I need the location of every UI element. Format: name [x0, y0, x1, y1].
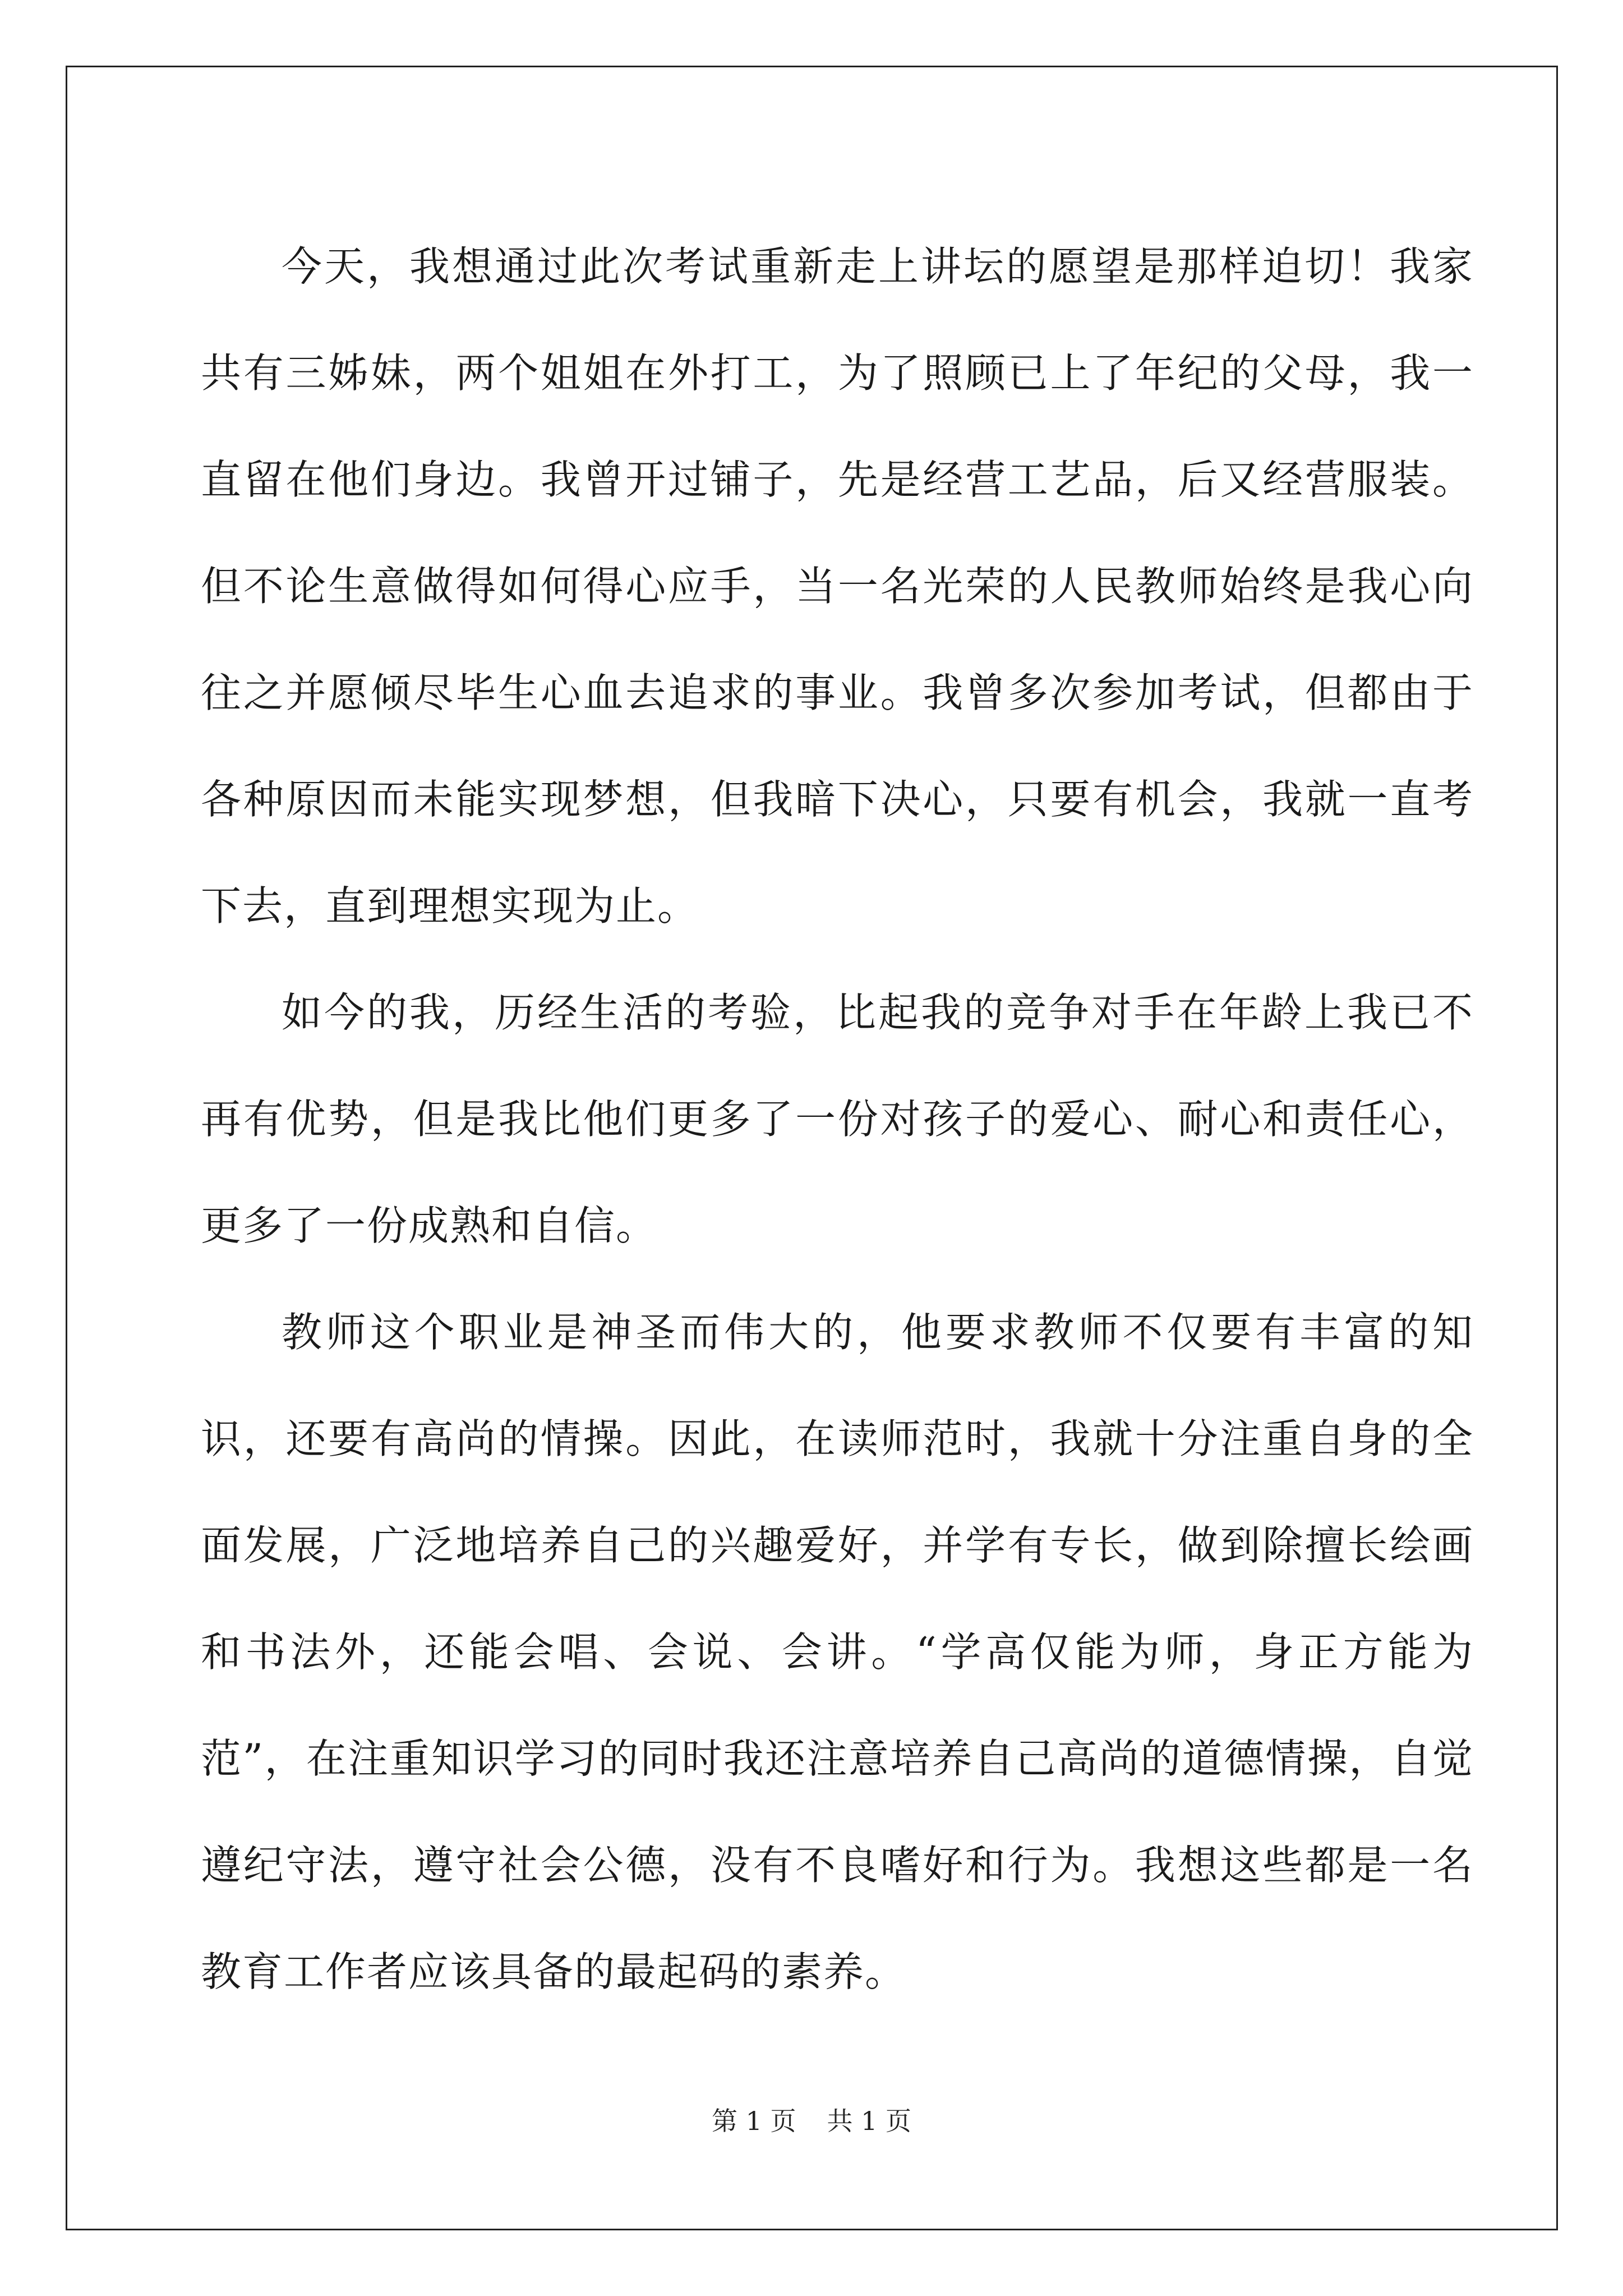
paragraph-2: 如今的我，历经生活的考验，比起我的竞争对手在年龄上我已不再有优势，但是我比他们更多了一份对孩子的爱心、耐心和责任心，更多了一份成熟和自信。 — [201, 989, 1474, 1249]
paragraph-3: 教师这个职业是神圣而伟大的，他要求教师不仅要有丰富的知识，还要有高尚的情操。因此，在读师范时，我就十分注重自身的全面发展，广泛地培养自己的兴趣爱好，并学有专长，做到除擅长绘画和书法外，还能会唱、会说、会讲。“学高仅能为师，身正方能为范”，在注重知识学习的同时我还注意培养自己高尚的道德情操，自觉遵纪守法，遵守社会公德，没有不良嗜好和行为。我想这些都是一名教育工作者应该具备的最起码的素养。 — [201, 1309, 1474, 1995]
page-total: 共 1 页 — [827, 2106, 912, 2136]
paragraph-1: 今天，我想通过此次考试重新走上讲坛的愿望是那样迫切！我家共有三姊妹，两个姐姐在外打工，为了照顾已上了年纪的父母，我一直留在他们身边。我曾开过铺子，先是经营工艺品，后又经营服装。但不论生意做得如何得心应手，当一名光荣的人民教师始终是我心向往之并愿倾尽毕生心血去追求的事业。我曾多次参加考试，但都由于各种原因而未能实现梦想，但我暗下决心，只要有机会，我就一直考下去，直到理想实现为止。 — [201, 243, 1474, 930]
document-body — [201, 213, 1474, 2025]
page-number: 第 1 页 — [711, 2106, 796, 2136]
page-footer — [0, 2101, 1623, 2138]
